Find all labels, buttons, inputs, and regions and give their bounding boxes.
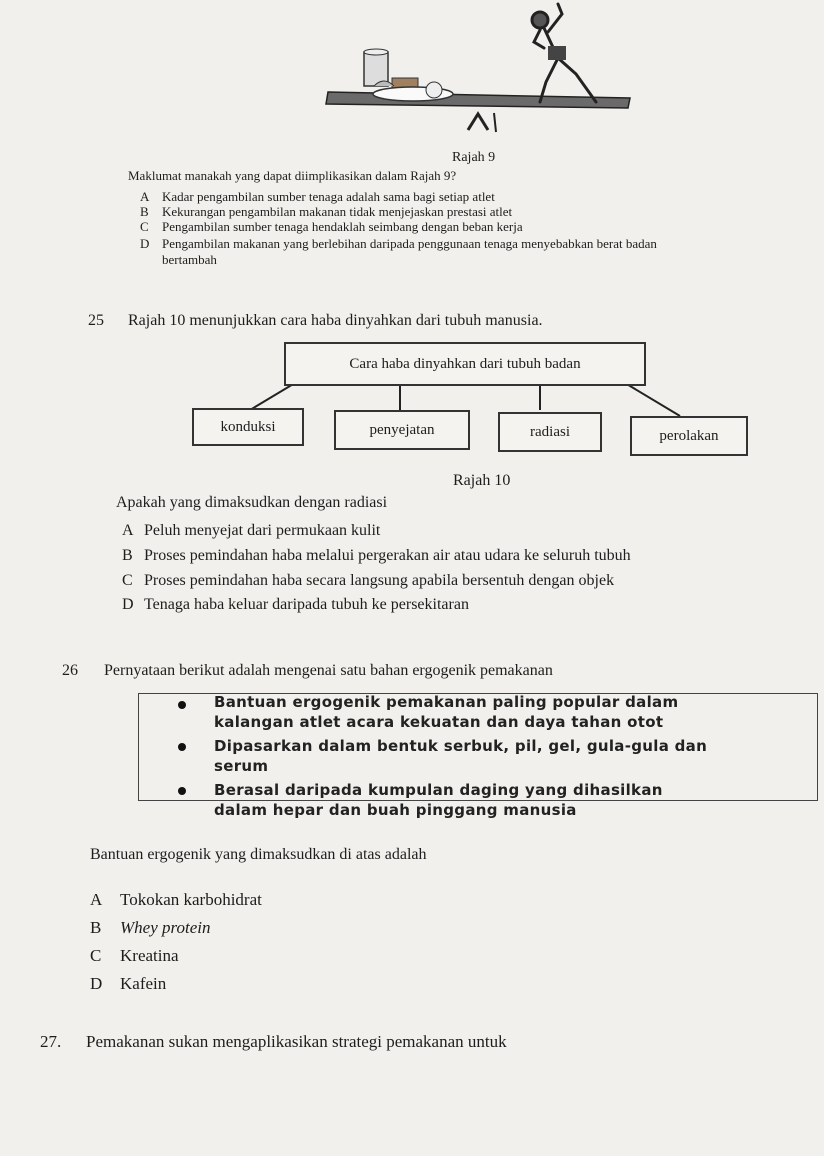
seesaw-fulcrum	[468, 113, 496, 132]
q26-option-b	[90, 918, 210, 938]
question-25-number: 25	[88, 312, 104, 329]
box-penyejatan	[334, 410, 470, 450]
q24-option-a	[140, 190, 495, 204]
question-24-text: Maklumat manakah yang dapat diimplikasikan dalam Rajah 9?	[128, 168, 457, 183]
q24-option-d-continued: bertambah	[162, 252, 217, 267]
q25-option-d	[122, 596, 469, 614]
option-letter: C	[140, 219, 149, 234]
statement-1-line2: kalangan atlet acara kekuatan dan daya tahan otot	[214, 713, 664, 731]
question-25-text: Rajah 10 menunjukkan cara haba dinyahkan dari tubuh manusia.	[128, 312, 543, 329]
option-letter: B	[90, 918, 102, 937]
box-konduksi	[192, 408, 304, 446]
q25-option-b	[122, 547, 631, 565]
option-text: Tokokan karbohidrat	[120, 890, 262, 909]
q26-option-a	[90, 890, 262, 910]
statement-3	[214, 780, 663, 820]
question-26-number: 26	[62, 662, 78, 679]
figure-9-illustration	[318, 0, 638, 150]
option-text: Kadar pengambilan sumber tenaga adalah sama bagi setiap atlet	[162, 189, 495, 204]
option-text: Whey protein	[120, 918, 211, 937]
figure-9-caption: Rajah 9	[452, 150, 496, 165]
statement-3-line1: Berasal daripada kumpulan daging yang dihasilkan	[214, 781, 663, 799]
statement-2-line2: serum	[214, 757, 269, 775]
question-27-number: 27.	[40, 1032, 62, 1051]
q26-option-d	[90, 974, 166, 994]
option-text: Kafein	[120, 974, 167, 993]
question-26-text: Pernyataan berikut adalah mengenai satu bahan ergogenik pemakanan	[104, 662, 553, 679]
option-letter: A	[90, 890, 103, 909]
figure-10-caption: Rajah 10	[453, 472, 511, 489]
statement-3-line2: dalam hepar dan buah pinggang manusia	[214, 801, 577, 819]
option-letter: B	[122, 547, 133, 564]
question-26-prompt: Bantuan ergogenik yang dimaksudkan di atas adalah	[90, 846, 427, 863]
statement-2	[214, 736, 707, 776]
box-label: radiasi	[530, 423, 570, 440]
option-letter: C	[122, 572, 133, 589]
option-text: Peluh menyejat dari permukaan kulit	[144, 522, 381, 539]
q24-option-b	[140, 205, 512, 219]
option-letter: D	[90, 974, 103, 993]
question-27-text: Pemakanan sukan mengaplikasikan strategi pemakanan untuk	[86, 1032, 507, 1051]
statement-2-line1: Dipasarkan dalam bentuk serbuk, pil, gel, gula-gula dan	[214, 737, 708, 755]
statement-1-line1: Bantuan ergogenik pemakanan paling popular dalam	[214, 693, 679, 711]
option-text: Pengambilan makanan yang berlebihan daripada penggunaan tenaga menyebabkan berat badan	[162, 236, 657, 251]
option-text: Proses pemindahan haba secara langsung apabila bersentuh dengan objek	[144, 572, 615, 589]
box-label: perolakan	[659, 427, 719, 444]
food-icon	[364, 49, 453, 101]
box-radiasi	[498, 412, 602, 452]
q26-option-c	[90, 946, 179, 966]
diagram-title-box	[284, 342, 646, 386]
option-text: Proses pemindahan haba melalui pergerakan air atau udara ke seluruh tubuh	[144, 547, 631, 564]
bullet-icon	[178, 701, 186, 709]
box-perolakan	[630, 416, 748, 456]
seesaw-plank	[326, 92, 630, 108]
question-25-prompt: Apakah yang dimaksudkan dengan radiasi	[116, 494, 388, 511]
q24-option-d	[140, 237, 657, 251]
athlete-icon	[532, 4, 596, 102]
bullet-icon	[178, 743, 186, 751]
option-letter: A	[122, 522, 134, 539]
box-label: konduksi	[220, 418, 276, 435]
bullet-icon	[178, 787, 186, 795]
q25-option-c	[122, 572, 614, 590]
box-label: penyejatan	[369, 421, 435, 438]
option-letter: B	[140, 204, 149, 219]
option-letter: C	[90, 946, 102, 965]
option-text: Tenaga haba keluar daripada tubuh ke persekitaran	[144, 596, 469, 613]
option-text: Kreatina	[120, 946, 179, 965]
statement-1	[214, 692, 678, 732]
option-text: Kekurangan pengambilan makanan tidak menjejaskan prestasi atlet	[162, 204, 513, 219]
option-letter: D	[140, 236, 150, 251]
option-letter: D	[122, 596, 134, 613]
q25-option-a	[122, 522, 380, 540]
q24-option-c	[140, 220, 523, 234]
diagram-title: Cara haba dinyahkan dari tubuh badan	[349, 355, 581, 372]
option-letter: A	[140, 189, 150, 204]
option-text: Pengambilan sumber tenaga hendaklah seimbang dengan beban kerja	[162, 219, 523, 234]
